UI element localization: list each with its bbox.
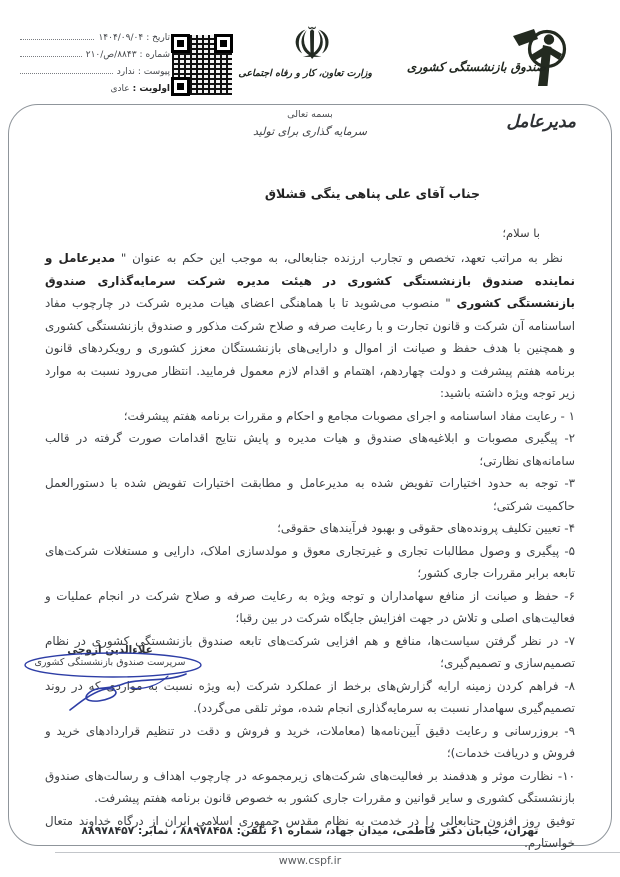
date-label: تاریخ : [146,33,170,43]
metadata-number-row [20,50,170,67]
intro-text-post: " منصوب می‌شوید تا با هماهنگی اعضای هیات مدیره شرکت در چارچوب مفاد اساسنامه آن شرکت و قانون تجارت و با رعایت صرفه و صلاح شرکت مذکور و صندوق بازنشستگی کشوری و همچنین با هدف حفظ و صیانت از اموال و دارایی‌های بازنشستگان معزز کشوری و رویکردهای قانون برنامه هفتم پیشرفت و دولت چهاردهم، اهتمام و اقدام لازم معمول فرمایید. انتظار می‌رود نسبت به موارد زیر توجه ویژه داشته باشید: [45,296,575,400]
footer-address: تهران، خیابان دکتر فاطمی، میدان جهاد، شماره ۶۱ تلفن: ۸۸۹۷۸۴۵۸ ، نمابر: ۸۸۹۷۸۴۵۷ [81,824,539,837]
footer-website: www.cspf.ir [278,854,342,867]
intro-text-pre: نظر به مراتب تعهد، تخصص و تجارب ارزنده جنابعالی، به موجب این حکم به عنوان " [115,251,563,265]
letter-metadata [20,33,170,101]
directive-item: ۱ - رعایت مفاد اساسنامه و اجرای مصوبات مجامع و احکام و مقررات برنامه هفتم پیشرفت؛ [123,408,575,423]
metadata-date-row [20,33,170,50]
directive-item: ۱۰- نظارت موثر و هدفمند بر فعالیت‌های شرکت‌های زیرمجموعه در چارچوب اهداف و رسالت‌های صندوق بازنشستگی کشوری و سایر قوانین و مقررات جاری کشور به خصوص قانون برنامه هفتم پیشرفت. [45,768,575,805]
number-label: شماره : [139,50,170,60]
year-slogan: سرمایه گذاری برای تولید [253,125,367,138]
qr-finder-icon [171,77,190,96]
iran-emblem-icon: ☫ [291,17,333,70]
signer-title: سرپرست صندوق بازنشستگی کشوری [34,657,186,668]
attachment-value: ندارد [116,67,135,77]
ministry-name: وزارت تعاون، کار و رفاه اجتماعی [238,68,372,79]
pension-fund-name: صندوق بازنشستگی کشوری [406,60,546,74]
number-value: ۸۸۴۳/ص/۲۱۰ [85,50,137,60]
date-value: ۱۴۰۴/۰۹/۰۴ [98,33,144,43]
dotted-leader [20,73,113,74]
directive-item: ۷- در نظر گرفتن سیاست‌ها، منافع و هم افزایی شرکت‌های تابعه صندوق بازنشستگی کشوری در نظام تصمیم‌سازی و تصمیم‌گیری؛ [45,633,575,670]
directive-list [45,405,575,810]
dotted-leader [20,56,82,57]
salutation: با سلام؛ [502,226,540,240]
closing-paragraph: توفیق روز افزون جنابعالی را در خدمت به نظام مقدس جمهوری اسلامی ایران از درگاه خداوند متعال خواستارم. [45,813,575,850]
directive-item: ۲- پیگیری مصوبات و ابلاغیه‌های صندوق و هیات مدیره و پایش نتایج اقدامات صورت گرفته در قالب سامانه‌های نظارتی؛ [45,431,575,468]
qr-code-icon [172,35,232,95]
position-title-calligraphy: مدیرعامل [506,112,576,132]
ministry-header [238,17,372,79]
signature-block [30,644,190,668]
priority-value: عادی [110,84,130,94]
recipient-name: جناب آقای علی پناهی ینگی قشلاق [264,186,480,201]
metadata-priority-row [20,84,170,101]
directive-item: ۴- تعیین تکلیف پرونده‌های حقوقی و بهبود فرآیندهای حقوقی؛ [277,521,575,535]
intro-paragraph [45,247,575,405]
directive-item: ۸- فراهم کردن زمینه ارایه گزارش‌های برخط از عملکرد شرکت (به ویژه نسبت به مواردی که در روند تصمیم‌گیری سهامدار نسبت به سرمایه‌گذاری انجام شده، موثر تلقی می‌گردد). [45,678,575,715]
directive-item: ۶- حفظ و صیانت از منافع سهامداران و توجه ویژه به رعایت صرفه و صلاح شرکت در انجام عملیات و فعالیت‌های اصلی و تلاش در جهت افزایش جایگاه شرکت در بین رقبا؛ [45,588,575,625]
qr-finder-icon [171,34,190,53]
besmele-text: بسمه تعالی [287,109,333,120]
attachment-label: پیوست : [137,67,170,77]
metadata-attachment-row [20,67,170,84]
dotted-leader [20,39,94,40]
priority-label: اولویت : [132,84,170,94]
letter-body [45,247,575,855]
signer-name: علاءالدین ازوجی [67,644,153,656]
directive-item: ۹- بروزرسانی و رعایت دقیق آیین‌نامه‌ها (معاملات، خرید و فروش و دقت در تنظیم قراردادهای خرید و فروش و دریافت خدمات)؛ [45,723,575,760]
directive-item: ۳- توجه به حدود اختیارات تفویض شده به مدیرعامل و مطابقت اختیارات تفویض شده با دستورالعمل حاکمیت شرکتی؛ [45,476,575,513]
appointment-title-bold: مدیرعامل و نماینده صندوق بازنشستگی کشوری در هیئت مدیره شرکت سرمایه‌گذاری صندوق بازنشستگی کشوری [45,251,576,310]
directive-item: ۵- پیگیری و وصول مطالبات تجاری و غیرتجاری معوق و مولدسازی املاک، دارایی و مستغلات شرکت‌های تابعه برابر مقررات جاری کشور؛ [45,543,575,580]
qr-finder-icon [214,34,233,53]
